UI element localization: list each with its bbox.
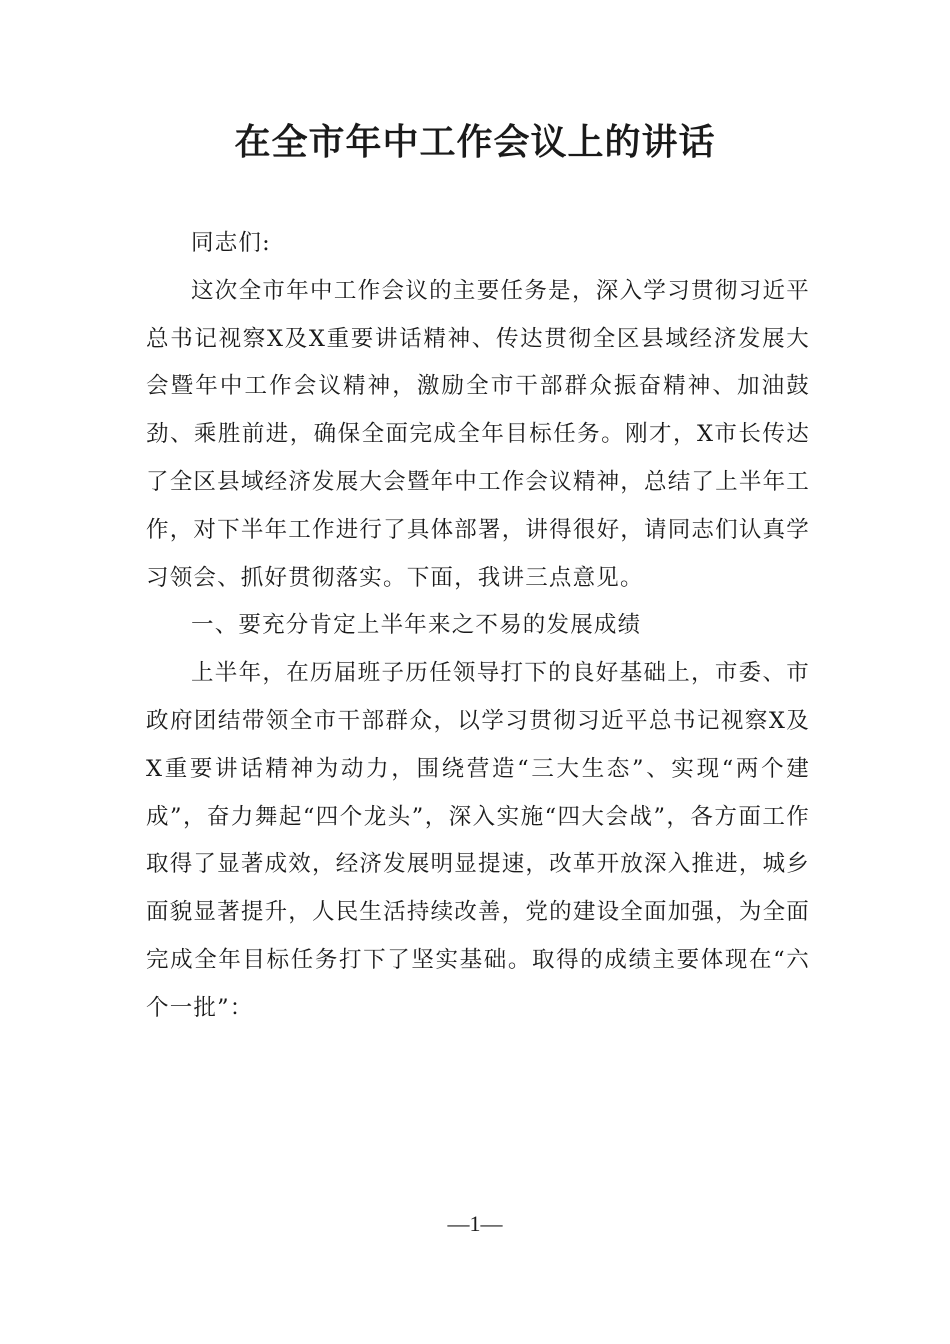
section-paragraph-1: 上半年，在历届班子历任领导打下的良好基础上，市委、市政府团结带领全市干部群众，以学习贯彻习近平总书记视察X及X重要讲话精神为动力，围绕营造“三大生态”、实现“两个建成”，奋力舞起“四个龙头”，深入实施“四大会战”，各方面工作取得了显著成效，经济发展明显提速，改革开放深入推进，城乡面貌显著提升，人民生活持续改善，党的建设全面加强，为全面完成全年目标任务打下了坚实基础。取得的成绩主要体现在“六个一批”：	[146, 660, 810, 1021]
document-body	[146, 220, 810, 1033]
intro-paragraph: 这次全市年中工作会议的主要任务是，深入学习贯彻习近平总书记视察X及X重要讲话精神、传达贯彻全区县域经济发展大会暨年中工作会议精神，激励全市干部群众振奋精神、加油鼓劲、乘胜前进，确保全面完成全年目标任务。刚才，X市长传达了全区县域经济发展大会暨年中工作会议精神，总结了上半年工作，对下半年工作进行了具体部署，讲得很好，请同志们认真学习领会、抓好贯彻落实。下面，我讲三点意见。	[146, 277, 810, 591]
document-title: 在全市年中工作会议上的讲话	[234, 121, 716, 163]
salutation: 同志们:	[191, 230, 271, 256]
section-heading-1: 一、要充分肯定上半年来之不易的发展成绩	[191, 612, 642, 639]
page-number: —1—	[447, 1211, 503, 1236]
